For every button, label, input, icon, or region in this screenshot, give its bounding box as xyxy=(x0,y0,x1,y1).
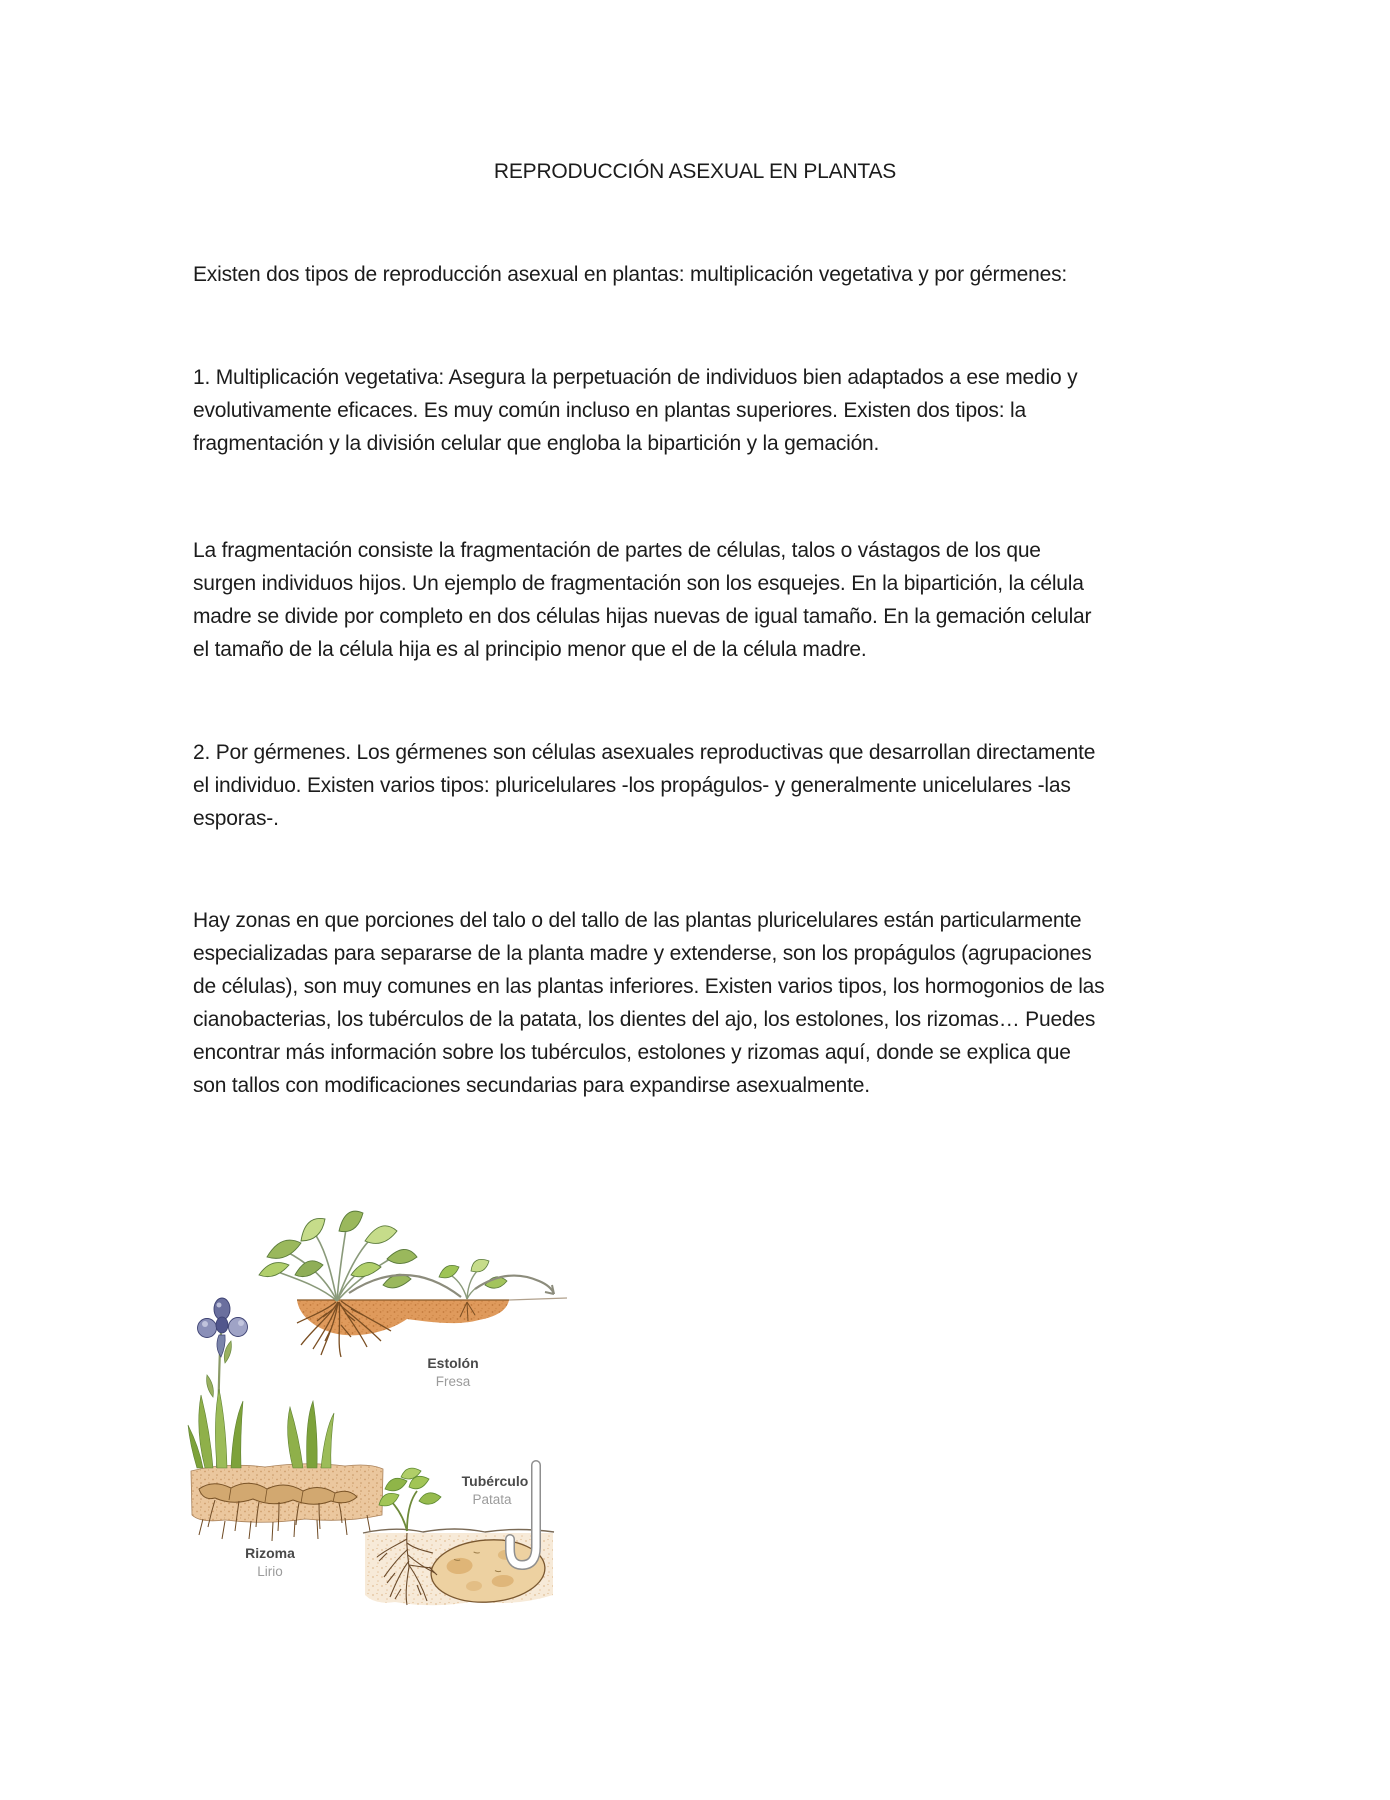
strawberry-stolon-illustration xyxy=(259,1211,567,1389)
text-line: el individuo. Existen varios tipos: pluricelulares -los propágulos- y generalmente unicelulares -las xyxy=(193,774,1071,797)
text-line: cianobacterias, los tubérculos de la patata, los dientes del ajo, los estolones, los rizomas… Puedes xyxy=(193,1008,1096,1031)
lirio-label: Lirio xyxy=(257,1564,283,1579)
rhizome-shoot-tuft xyxy=(288,1401,334,1468)
text-line: La fragmentación consiste la fragmentación de partes de células, talos o vástagos de los que xyxy=(193,539,1041,562)
text-line: especializadas para separarse de la planta madre y extenderse, son los propágulos (agrupaciones xyxy=(193,942,1092,965)
iris-flower xyxy=(198,1298,248,1357)
text-line: evolutivamente eficaces. Es muy común incluso en plantas superiores. Existen dos tipos: la xyxy=(193,399,1026,422)
vegetative-reproduction-illustration xyxy=(155,1205,575,1645)
text-line: Hay zonas en que porciones del talo o del tallo de las plantas pluricelulares están particularmente xyxy=(193,909,1082,932)
tuberculo-label: Tubérculo xyxy=(461,1473,529,1489)
text-line: fragmentación y la división celular que engloba la bipartición y la gemación. xyxy=(193,432,880,455)
rizoma-label: Rizoma xyxy=(245,1545,295,1561)
text-line: esporas-. xyxy=(193,807,279,830)
vegetative-reproduction-figure xyxy=(155,1205,575,1645)
fresa-label: Fresa xyxy=(435,1374,471,1389)
iris-rhizome-illustration xyxy=(188,1298,383,1579)
text-line: surgen individuos hijos. Un ejemplo de fragmentación son los esquejes. En la bipartición, la célula xyxy=(193,572,1084,595)
paragraph-germenes xyxy=(193,736,1095,835)
paragraph-intro xyxy=(193,258,1067,291)
iris-leaf-tuft xyxy=(188,1389,243,1468)
potato-plant xyxy=(379,1468,441,1531)
estolon-label: Estolón xyxy=(427,1355,479,1371)
paragraph-fragmentacion xyxy=(193,534,1091,666)
potato-tuber-illustration xyxy=(363,1465,554,1606)
paragraph-multiplicacion-vegetativa xyxy=(193,361,1077,460)
paragraph-propagulos xyxy=(193,904,1104,1102)
text-line: encontrar más información sobre los tubérculos, estolones y rizomas aquí, donde se explica que xyxy=(193,1041,1071,1064)
text-line: 1. Multiplicación vegetativa: Asegura la perpetuación de individuos bien adaptados a ese medio y xyxy=(193,366,1078,389)
patata-label: Patata xyxy=(472,1492,512,1507)
text-line: Existen dos tipos de reproducción asexual en plantas: multiplicación vegetativa y por gérmenes: xyxy=(193,263,1068,286)
text-line: son tallos con modificaciones secundarias para expandirse asexualmente. xyxy=(193,1074,870,1097)
document-title: REPRODUCCIÓN ASEXUAL EN PLANTAS xyxy=(493,160,897,183)
text-line: el tamaño de la célula hija es al principio menor que el de la célula madre. xyxy=(193,638,867,661)
text-line: madre se divide por completo en dos células hijas nuevas de igual tamaño. En la gemación celular xyxy=(193,605,1092,628)
text-line: de células), son muy comunes en las plantas inferiores. Existen varios tipos, los hormogonios de las xyxy=(193,975,1105,998)
text-line: 2. Por gérmenes. Los gérmenes son células asexuales reproductivas que desarrollan directamente xyxy=(193,741,1096,764)
